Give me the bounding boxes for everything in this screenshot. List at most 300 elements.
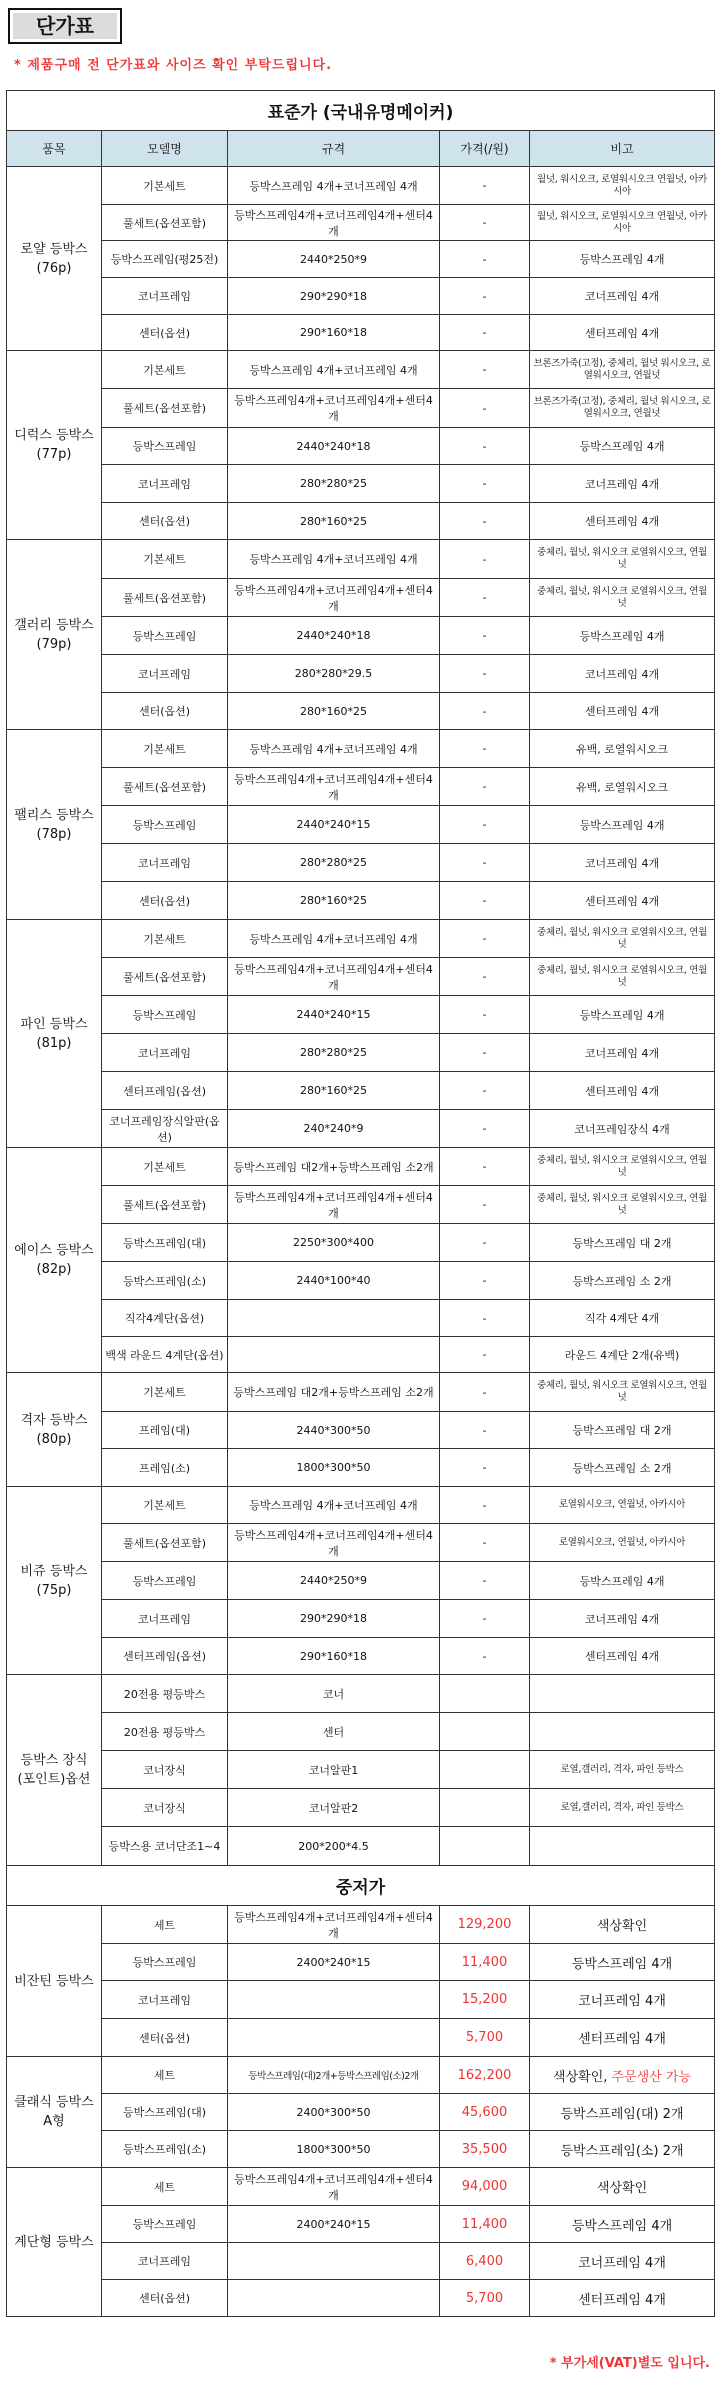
price-cell: - (440, 730, 530, 768)
price-cell: - (440, 1034, 530, 1072)
header-row (7, 131, 715, 167)
category-label: (81p) (36, 1035, 72, 1051)
note-text: 색상확인, (553, 2069, 608, 2085)
table-row (7, 844, 715, 882)
note-cell: 등박스프레임 대 2개 (530, 1224, 715, 1262)
note-cell: 등박스프레임 4개 (530, 428, 715, 465)
page-title: 단가표 (13, 13, 117, 39)
category-label: 계단형 등박스 (14, 2234, 94, 2250)
table-row (7, 1562, 715, 1600)
model-cell: 센터프레임(옵션) (102, 1638, 228, 1675)
price-cell: - (440, 1638, 530, 1675)
category-label: 에이스 등박스 (14, 1243, 94, 1258)
price-cell: 35,500 (440, 2131, 530, 2168)
note-cell: 센터프레임 4개 (530, 1638, 715, 1675)
spec-cell: 2440*240*15 (228, 996, 440, 1034)
section-title-budget: 중저가 (7, 1866, 715, 1906)
table-row (7, 1600, 715, 1638)
table-row (7, 693, 715, 730)
model-cell: 등박스프레임(대) (102, 1224, 228, 1262)
table-row (7, 1412, 715, 1449)
column-header: 비고 (530, 131, 715, 167)
table-row (7, 1827, 715, 1866)
price-table (6, 90, 715, 2317)
table-row (7, 730, 715, 768)
table-row (7, 389, 715, 428)
table-row (7, 2019, 715, 2057)
note-cell: 로열워시오크, 연월넛, 아카시아 (530, 1524, 715, 1562)
category-cell (7, 2057, 102, 2168)
spec-cell: 등박스프레임4개+코너프레임4개+센터4개 (228, 1906, 440, 1944)
note-cell (530, 1675, 715, 1713)
price-cell: - (440, 1524, 530, 1562)
table-row (7, 1034, 715, 1072)
spec-cell (228, 1337, 440, 1373)
price-cell (440, 1827, 530, 1866)
table-row (7, 1262, 715, 1300)
note-cell: 로열워시오크, 연월넛, 아카시아 (530, 1487, 715, 1524)
spec-cell: 240*240*9 (228, 1110, 440, 1148)
price-cell: - (440, 503, 530, 540)
spec-cell: 2440*300*50 (228, 1412, 440, 1449)
price-cell: 162,200 (440, 2057, 530, 2094)
price-cell: 5,700 (440, 2280, 530, 2317)
category-label: (78p) (36, 826, 72, 842)
note-cell: 등박스프레임 소 2개 (530, 1449, 715, 1487)
note-cell: 코너프레임장식 4개 (530, 1110, 715, 1148)
spec-cell: 2400*240*15 (228, 2206, 440, 2243)
table-row (7, 579, 715, 617)
note-cell: 등박스프레임 4개 (530, 617, 715, 655)
table-row (7, 920, 715, 958)
table-row (7, 1449, 715, 1487)
spec-cell: 등박스프레임4개+코너프레임4개+센터4개 (228, 1186, 440, 1224)
price-cell: 5,700 (440, 2019, 530, 2057)
model-cell: 등박스프레임 (102, 996, 228, 1034)
spec-cell: 등박스프레임 4개+코너프레임 4개 (228, 730, 440, 768)
spec-cell: 2440*240*18 (228, 617, 440, 655)
model-cell: 코너장식 (102, 1751, 228, 1789)
price-cell: - (440, 315, 530, 351)
spec-cell: 280*160*25 (228, 693, 440, 730)
spec-cell: 등박스프레임 4개+코너프레임 4개 (228, 351, 440, 389)
model-cell: 센터(옵션) (102, 693, 228, 730)
model-cell: 등박스프레임 (102, 1562, 228, 1600)
model-cell: 코너장식 (102, 1789, 228, 1827)
table-row (7, 1373, 715, 1412)
note-cell (530, 2206, 715, 2243)
spec-cell: 280*280*29.5 (228, 655, 440, 693)
price-cell: 94,000 (440, 2168, 530, 2206)
price-cell: - (440, 167, 530, 205)
note-cell: 월넛, 워시오크, 로열워시오크 연월넛, 아카시아 (530, 205, 715, 241)
note-cell: 코너프레임 4개 (530, 655, 715, 693)
note-text: 코너프레임 4개 (578, 2255, 666, 2271)
model-cell: 세트 (102, 1906, 228, 1944)
note-cell: 로열,갤러리, 격자, 파인 등박스 (530, 1751, 715, 1789)
table-row (7, 2094, 715, 2131)
model-cell: 풀세트(옵션포함) (102, 1186, 228, 1224)
price-cell: - (440, 579, 530, 617)
note-cell (530, 2168, 715, 2206)
price-cell: - (440, 768, 530, 806)
price-cell: 11,400 (440, 1944, 530, 1981)
table-row (7, 1300, 715, 1337)
price-cell: - (440, 465, 530, 503)
note-cell: 코너프레임 4개 (530, 1034, 715, 1072)
model-cell: 코너프레임 (102, 1034, 228, 1072)
model-cell: 등박스프레임 (102, 806, 228, 844)
note-cell: 센터프레임 4개 (530, 882, 715, 920)
note-cell (530, 2280, 715, 2317)
price-cell (440, 1675, 530, 1713)
page-title-box (8, 8, 122, 44)
spec-cell: 등박스프레임4개+코너프레임4개+센터4개 (228, 389, 440, 428)
spec-cell: 코너알판1 (228, 1751, 440, 1789)
price-cell: 6,400 (440, 2243, 530, 2280)
note-cell: 센터프레임 4개 (530, 693, 715, 730)
note-cell: 코너프레임 4개 (530, 844, 715, 882)
spec-cell: 290*160*18 (228, 1638, 440, 1675)
price-cell: 15,200 (440, 1981, 530, 2019)
price-cell: 11,400 (440, 2206, 530, 2243)
model-cell: 백색 라운드 4계단(옵션) (102, 1337, 228, 1373)
model-cell: 센터(옵션) (102, 315, 228, 351)
category-label: (79p) (36, 636, 72, 652)
model-cell: 등박스프레임(대) (102, 2094, 228, 2131)
price-cell: - (440, 1186, 530, 1224)
note-cell (530, 2019, 715, 2057)
category-label: 디럭스 등박스 (14, 428, 94, 443)
price-cell: - (440, 540, 530, 579)
table-row (7, 958, 715, 996)
category-label: (82p) (36, 1262, 72, 1277)
price-cell: - (440, 278, 530, 315)
spec-cell: 등박스프레임(대)2개+등박스프레임(소)2개 (228, 2057, 440, 2094)
category-cell (7, 1906, 102, 2057)
note-cell: 라운드 4계단 2개(유백) (530, 1337, 715, 1373)
price-cell: 45,600 (440, 2094, 530, 2131)
category-label: 격자 등박스 (20, 1412, 88, 1428)
note-cell: 코너프레임 4개 (530, 465, 715, 503)
spec-cell: 등박스프레임4개+코너프레임4개+센터4개 (228, 768, 440, 806)
price-cell: 129,200 (440, 1906, 530, 1944)
category-label: 클래식 등박스 (14, 2095, 94, 2110)
price-cell: - (440, 351, 530, 389)
spec-cell: 290*290*18 (228, 1600, 440, 1638)
category-cell (7, 540, 102, 730)
table-row (7, 1487, 715, 1524)
category-cell (7, 730, 102, 920)
spec-cell: 등박스프레임4개+코너프레임4개+센터4개 (228, 579, 440, 617)
note-cell: 중체리, 월넛, 워시오크 로열워시오크, 연월넛 (530, 540, 715, 579)
table-row (7, 1789, 715, 1827)
model-cell: 등박스프레임 (102, 2206, 228, 2243)
note-cell (530, 1906, 715, 1944)
spec-cell: 등박스프레임 4개+코너프레임 4개 (228, 920, 440, 958)
table-row (7, 1675, 715, 1713)
category-cell (7, 920, 102, 1148)
price-cell (440, 1789, 530, 1827)
note-cell: 등박스프레임 소 2개 (530, 1262, 715, 1300)
note-cell: 등박스프레임 4개 (530, 241, 715, 278)
table-row (7, 1110, 715, 1148)
spec-cell (228, 1981, 440, 2019)
model-cell: 기본세트 (102, 167, 228, 205)
category-cell (7, 351, 102, 540)
table-row (7, 205, 715, 241)
model-cell: 등박스프레임(소) (102, 1262, 228, 1300)
table-row (7, 2168, 715, 2206)
spec-cell: 센터 (228, 1713, 440, 1751)
model-cell: 코너프레임 (102, 2243, 228, 2280)
note-cell: 유백, 로열워시오크 (530, 768, 715, 806)
model-cell: 풀세트(옵션포함) (102, 205, 228, 241)
table-row (7, 465, 715, 503)
model-cell: 코너프레임 (102, 278, 228, 315)
spec-cell: 280*280*25 (228, 465, 440, 503)
model-cell: 센터(옵션) (102, 503, 228, 540)
spec-cell: 2440*240*18 (228, 428, 440, 465)
category-label: 비잔틴 등박스 (14, 1973, 94, 1989)
note-text: 센터프레임 4개 (578, 2292, 666, 2308)
note-cell: 로열,갤러리, 격자, 파인 등박스 (530, 1789, 715, 1827)
spec-cell: 등박스프레임 대2개+등박스프레임 소2개 (228, 1373, 440, 1412)
spec-cell: 등박스프레임 4개+코너프레임 4개 (228, 167, 440, 205)
spec-cell: 280*280*25 (228, 1034, 440, 1072)
table-row (7, 1638, 715, 1675)
note-cell: 등박스프레임 4개 (530, 806, 715, 844)
table-row (7, 315, 715, 351)
category-label: 갤러리 등박스 (14, 617, 94, 633)
spec-cell: 280*280*25 (228, 844, 440, 882)
category-label: (76p) (36, 260, 72, 276)
table-row (7, 1072, 715, 1110)
note-cell: 센터프레임 4개 (530, 315, 715, 351)
note-cell: 센터프레임 4개 (530, 1072, 715, 1110)
table-row (7, 1524, 715, 1562)
note-cell (530, 1713, 715, 1751)
model-cell: 20전용 평등박스 (102, 1713, 228, 1751)
spec-cell: 280*160*25 (228, 882, 440, 920)
note-cell (530, 2094, 715, 2131)
table-row (7, 617, 715, 655)
model-cell: 기본세트 (102, 920, 228, 958)
note-cell: 코너프레임 4개 (530, 278, 715, 315)
table-row (7, 1981, 715, 2019)
spec-cell: 290*290*18 (228, 278, 440, 315)
category-cell (7, 1373, 102, 1487)
table-row (7, 2131, 715, 2168)
model-cell: 센터(옵션) (102, 2280, 228, 2317)
spec-cell: 2440*250*9 (228, 1562, 440, 1600)
model-cell: 코너프레임장식알판(옵션) (102, 1110, 228, 1148)
note-cell (530, 1944, 715, 1981)
spec-cell: 등박스프레임4개+코너프레임4개+센터4개 (228, 2168, 440, 2206)
note-cell: 중체리, 월넛, 워시오크 로열워시오크, 연월넛 (530, 579, 715, 617)
table-row (7, 1713, 715, 1751)
table-row (7, 503, 715, 540)
table-row (7, 1751, 715, 1789)
spec-cell: 등박스프레임 4개+코너프레임 4개 (228, 540, 440, 579)
price-cell (440, 1751, 530, 1789)
table-row (7, 2280, 715, 2317)
model-cell: 코너프레임 (102, 655, 228, 693)
spec-cell: 등박스프레임 4개+코너프레임 4개 (228, 1487, 440, 1524)
model-cell: 코너프레임 (102, 465, 228, 503)
model-cell: 등박스프레임 (102, 428, 228, 465)
spec-cell (228, 1300, 440, 1337)
model-cell: 등박스프레임(평25전) (102, 241, 228, 278)
model-cell: 코너프레임 (102, 844, 228, 882)
spec-cell (228, 2243, 440, 2280)
spec-cell: 1800*300*50 (228, 2131, 440, 2168)
note-cell (530, 2131, 715, 2168)
table-row (7, 428, 715, 465)
model-cell: 세트 (102, 2168, 228, 2206)
price-cell: - (440, 920, 530, 958)
price-cell: - (440, 389, 530, 428)
spec-cell: 280*160*25 (228, 503, 440, 540)
category-label: (75p) (36, 1582, 72, 1598)
note-cell: 센터프레임 4개 (530, 503, 715, 540)
price-cell: - (440, 428, 530, 465)
spec-cell: 2400*300*50 (228, 2094, 440, 2131)
note-cell (530, 1981, 715, 2019)
price-cell: - (440, 1224, 530, 1262)
spec-cell: 등박스프레임4개+코너프레임4개+센터4개 (228, 1524, 440, 1562)
note-cell: 유백, 로열워시오크 (530, 730, 715, 768)
model-cell: 등박스프레임(소) (102, 2131, 228, 2168)
table-row (7, 1148, 715, 1186)
note-text: 등박스프레임(대) 2개 (560, 2106, 684, 2122)
note-text: 색상확인 (596, 1919, 648, 1934)
category-label: 파인 등박스 (20, 1016, 88, 1032)
model-cell: 프레임(대) (102, 1412, 228, 1449)
section-title-standard: 표준가 (국내유명메이커) (7, 91, 715, 131)
spec-cell: 280*160*25 (228, 1072, 440, 1110)
model-cell: 기본세트 (102, 1487, 228, 1524)
vat-footnote: * 부가세(VAT)별도 입니다. (549, 2356, 710, 2371)
spec-cell: 등박스프레임 대2개+등박스프레임 소2개 (228, 1148, 440, 1186)
price-cell: - (440, 617, 530, 655)
model-cell: 풀세트(옵션포함) (102, 389, 228, 428)
table-row (7, 1337, 715, 1373)
model-cell: 등박스프레임 (102, 1944, 228, 1981)
table-row (7, 2243, 715, 2280)
spec-cell: 2250*300*400 (228, 1224, 440, 1262)
category-label: 로얄 등박스 (20, 241, 88, 257)
price-cell: - (440, 1562, 530, 1600)
note-text: 등박스프레임 4개 (571, 1956, 673, 1972)
price-cell: - (440, 1110, 530, 1148)
table-row (7, 882, 715, 920)
model-cell: 센터(옵션) (102, 882, 228, 920)
price-cell: - (440, 205, 530, 241)
note-text: 색상확인 (596, 2181, 648, 2196)
category-label: 팰리스 등박스 (14, 807, 94, 823)
column-header: 가격(/원) (440, 131, 530, 167)
model-cell: 기본세트 (102, 1148, 228, 1186)
category-cell (7, 167, 102, 351)
note-text: 등박스프레임 4개 (571, 2218, 673, 2234)
table-row (7, 996, 715, 1034)
spec-cell: 등박스프레임4개+코너프레임4개+센터4개 (228, 958, 440, 996)
note-text: 센터프레임 4개 (578, 2032, 666, 2047)
note-cell (530, 1827, 715, 1866)
category-label: (77p) (36, 447, 72, 462)
note-cell: 중체리, 월넛, 워시오크 로열워시오크, 연월넛 (530, 1373, 715, 1412)
note-text: 등박스프레임(소) 2개 (560, 2143, 684, 2159)
category-cell (7, 1148, 102, 1373)
spec-cell: 200*200*4.5 (228, 1827, 440, 1866)
model-cell: 직각4계단(옵션) (102, 1300, 228, 1337)
price-cell: - (440, 1600, 530, 1638)
spec-cell: 등박스프레임4개+코너프레임4개+센터4개 (228, 205, 440, 241)
note-cell: 브론즈가죽(고정), 중체리, 월넛 워시오크, 로열워시오크, 연월넛 (530, 351, 715, 389)
table-row (7, 241, 715, 278)
note-cell: 등박스프레임 대 2개 (530, 1412, 715, 1449)
price-cell: - (440, 693, 530, 730)
price-cell: - (440, 806, 530, 844)
table-row (7, 2206, 715, 2243)
model-cell: 기본세트 (102, 1373, 228, 1412)
price-cell: - (440, 1487, 530, 1524)
price-cell: - (440, 241, 530, 278)
note-cell: 브론즈가죽(고정), 중체리, 월넛 워시오크, 로열워시오크, 연월넛 (530, 389, 715, 428)
price-cell: - (440, 882, 530, 920)
spec-cell: 코너알판2 (228, 1789, 440, 1827)
table-row (7, 1906, 715, 1944)
model-cell: 코너프레임 (102, 1981, 228, 2019)
note-cell: 중체리, 월넛, 워시오크 로열워시오크, 연월넛 (530, 1186, 715, 1224)
price-cell: - (440, 1412, 530, 1449)
model-cell: 풀세트(옵션포함) (102, 958, 228, 996)
section-title-row (7, 1866, 715, 1906)
note-cell: 등박스프레임 4개 (530, 996, 715, 1034)
note-cell: 중체리, 월넛, 워시오크 로열워시오크, 연월넛 (530, 1148, 715, 1186)
model-cell: 기본세트 (102, 730, 228, 768)
table-row (7, 1224, 715, 1262)
price-table-body (7, 91, 715, 2317)
column-header: 규격 (228, 131, 440, 167)
spec-cell: 2440*100*40 (228, 1262, 440, 1300)
model-cell: 기본세트 (102, 540, 228, 579)
price-cell: - (440, 1262, 530, 1300)
notice-text: * 제품구매 전 단가표와 사이즈 확인 부탁드립니다. (14, 58, 333, 73)
spec-cell: 2440*240*15 (228, 806, 440, 844)
category-label: (포인트)옵션 (17, 1772, 91, 1787)
note-cell (530, 2057, 715, 2094)
model-cell: 센터(옵션) (102, 2019, 228, 2057)
model-cell: 20전용 평등박스 (102, 1675, 228, 1713)
table-row (7, 2057, 715, 2094)
category-label: 비쥬 등박스 (20, 1563, 88, 1579)
category-label: A형 (43, 2114, 65, 2129)
table-row (7, 351, 715, 389)
category-cell (7, 2168, 102, 2317)
spec-cell: 2400*240*15 (228, 1944, 440, 1981)
table-row (7, 167, 715, 205)
model-cell: 센터프레임(옵션) (102, 1072, 228, 1110)
model-cell: 프레임(소) (102, 1449, 228, 1487)
table-row (7, 655, 715, 693)
note-cell: 월넛, 워시오크, 로열워시오크 연월넛, 아카시아 (530, 167, 715, 205)
price-cell: - (440, 1300, 530, 1337)
price-cell: - (440, 1148, 530, 1186)
price-cell: - (440, 1449, 530, 1487)
section-title-row (7, 91, 715, 131)
